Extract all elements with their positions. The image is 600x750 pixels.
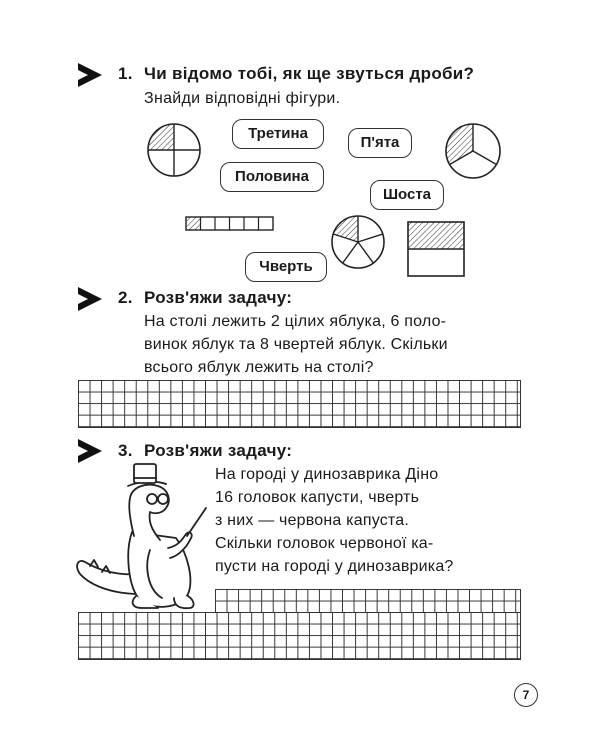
task3-number: 3. bbox=[118, 441, 133, 460]
task2-text bbox=[144, 310, 524, 379]
label-sixth[interactable]: Шоста bbox=[370, 180, 444, 210]
task3-line: 16 головок капусти, чверть bbox=[215, 489, 420, 506]
task3-arrow-icon bbox=[78, 439, 102, 463]
task2-number: 2. bbox=[118, 288, 133, 307]
task2-line: На столі лежить 2 цілих яблука, 6 поло- bbox=[144, 313, 447, 330]
task3-answer-grid-bottom[interactable] bbox=[78, 612, 521, 660]
task2-line: винок яблук та 8 чвертей яблук. Скільки bbox=[144, 336, 448, 353]
task1-title: Чи відомо тобі, як ще звуться дроби? bbox=[144, 64, 475, 83]
label-half[interactable]: Половина bbox=[220, 162, 324, 192]
task3-line: На городі у динозаврика Діно bbox=[215, 466, 439, 483]
label-fifth[interactable]: П'ята bbox=[348, 128, 412, 158]
bar-sixths-figure bbox=[186, 217, 273, 230]
task3-line: пусти на городі у динозаврика? bbox=[215, 558, 454, 575]
task2-arrow-icon bbox=[78, 287, 102, 311]
dinosaur-illustration bbox=[70, 462, 220, 612]
task3-answer-grid-top[interactable] bbox=[215, 589, 521, 613]
circle-fifths-figure bbox=[332, 216, 384, 268]
figures bbox=[0, 0, 600, 300]
task2-line: всього яблук лежить на столі? bbox=[144, 359, 374, 376]
task2-title: Розв'яжи задачу: bbox=[144, 288, 293, 307]
task3-line: Скільки головок червоної ка- bbox=[215, 535, 434, 552]
task2-answer-grid[interactable] bbox=[78, 380, 521, 428]
page-number: 7 bbox=[514, 683, 538, 707]
circle-thirds-figure bbox=[446, 124, 500, 178]
task1-subtitle: Знайди відповідні фігури. bbox=[144, 90, 341, 107]
task3-title: Розв'яжи задачу: bbox=[144, 441, 293, 460]
square-halves-figure bbox=[408, 222, 464, 276]
label-quarter[interactable]: Чверть bbox=[245, 252, 327, 282]
circle-quarters-figure bbox=[148, 124, 200, 176]
task3-line: з них — червона капуста. bbox=[215, 512, 410, 529]
task3-text bbox=[215, 463, 515, 578]
task1-number: 1. bbox=[118, 64, 133, 83]
label-third[interactable]: Третина bbox=[232, 119, 324, 149]
